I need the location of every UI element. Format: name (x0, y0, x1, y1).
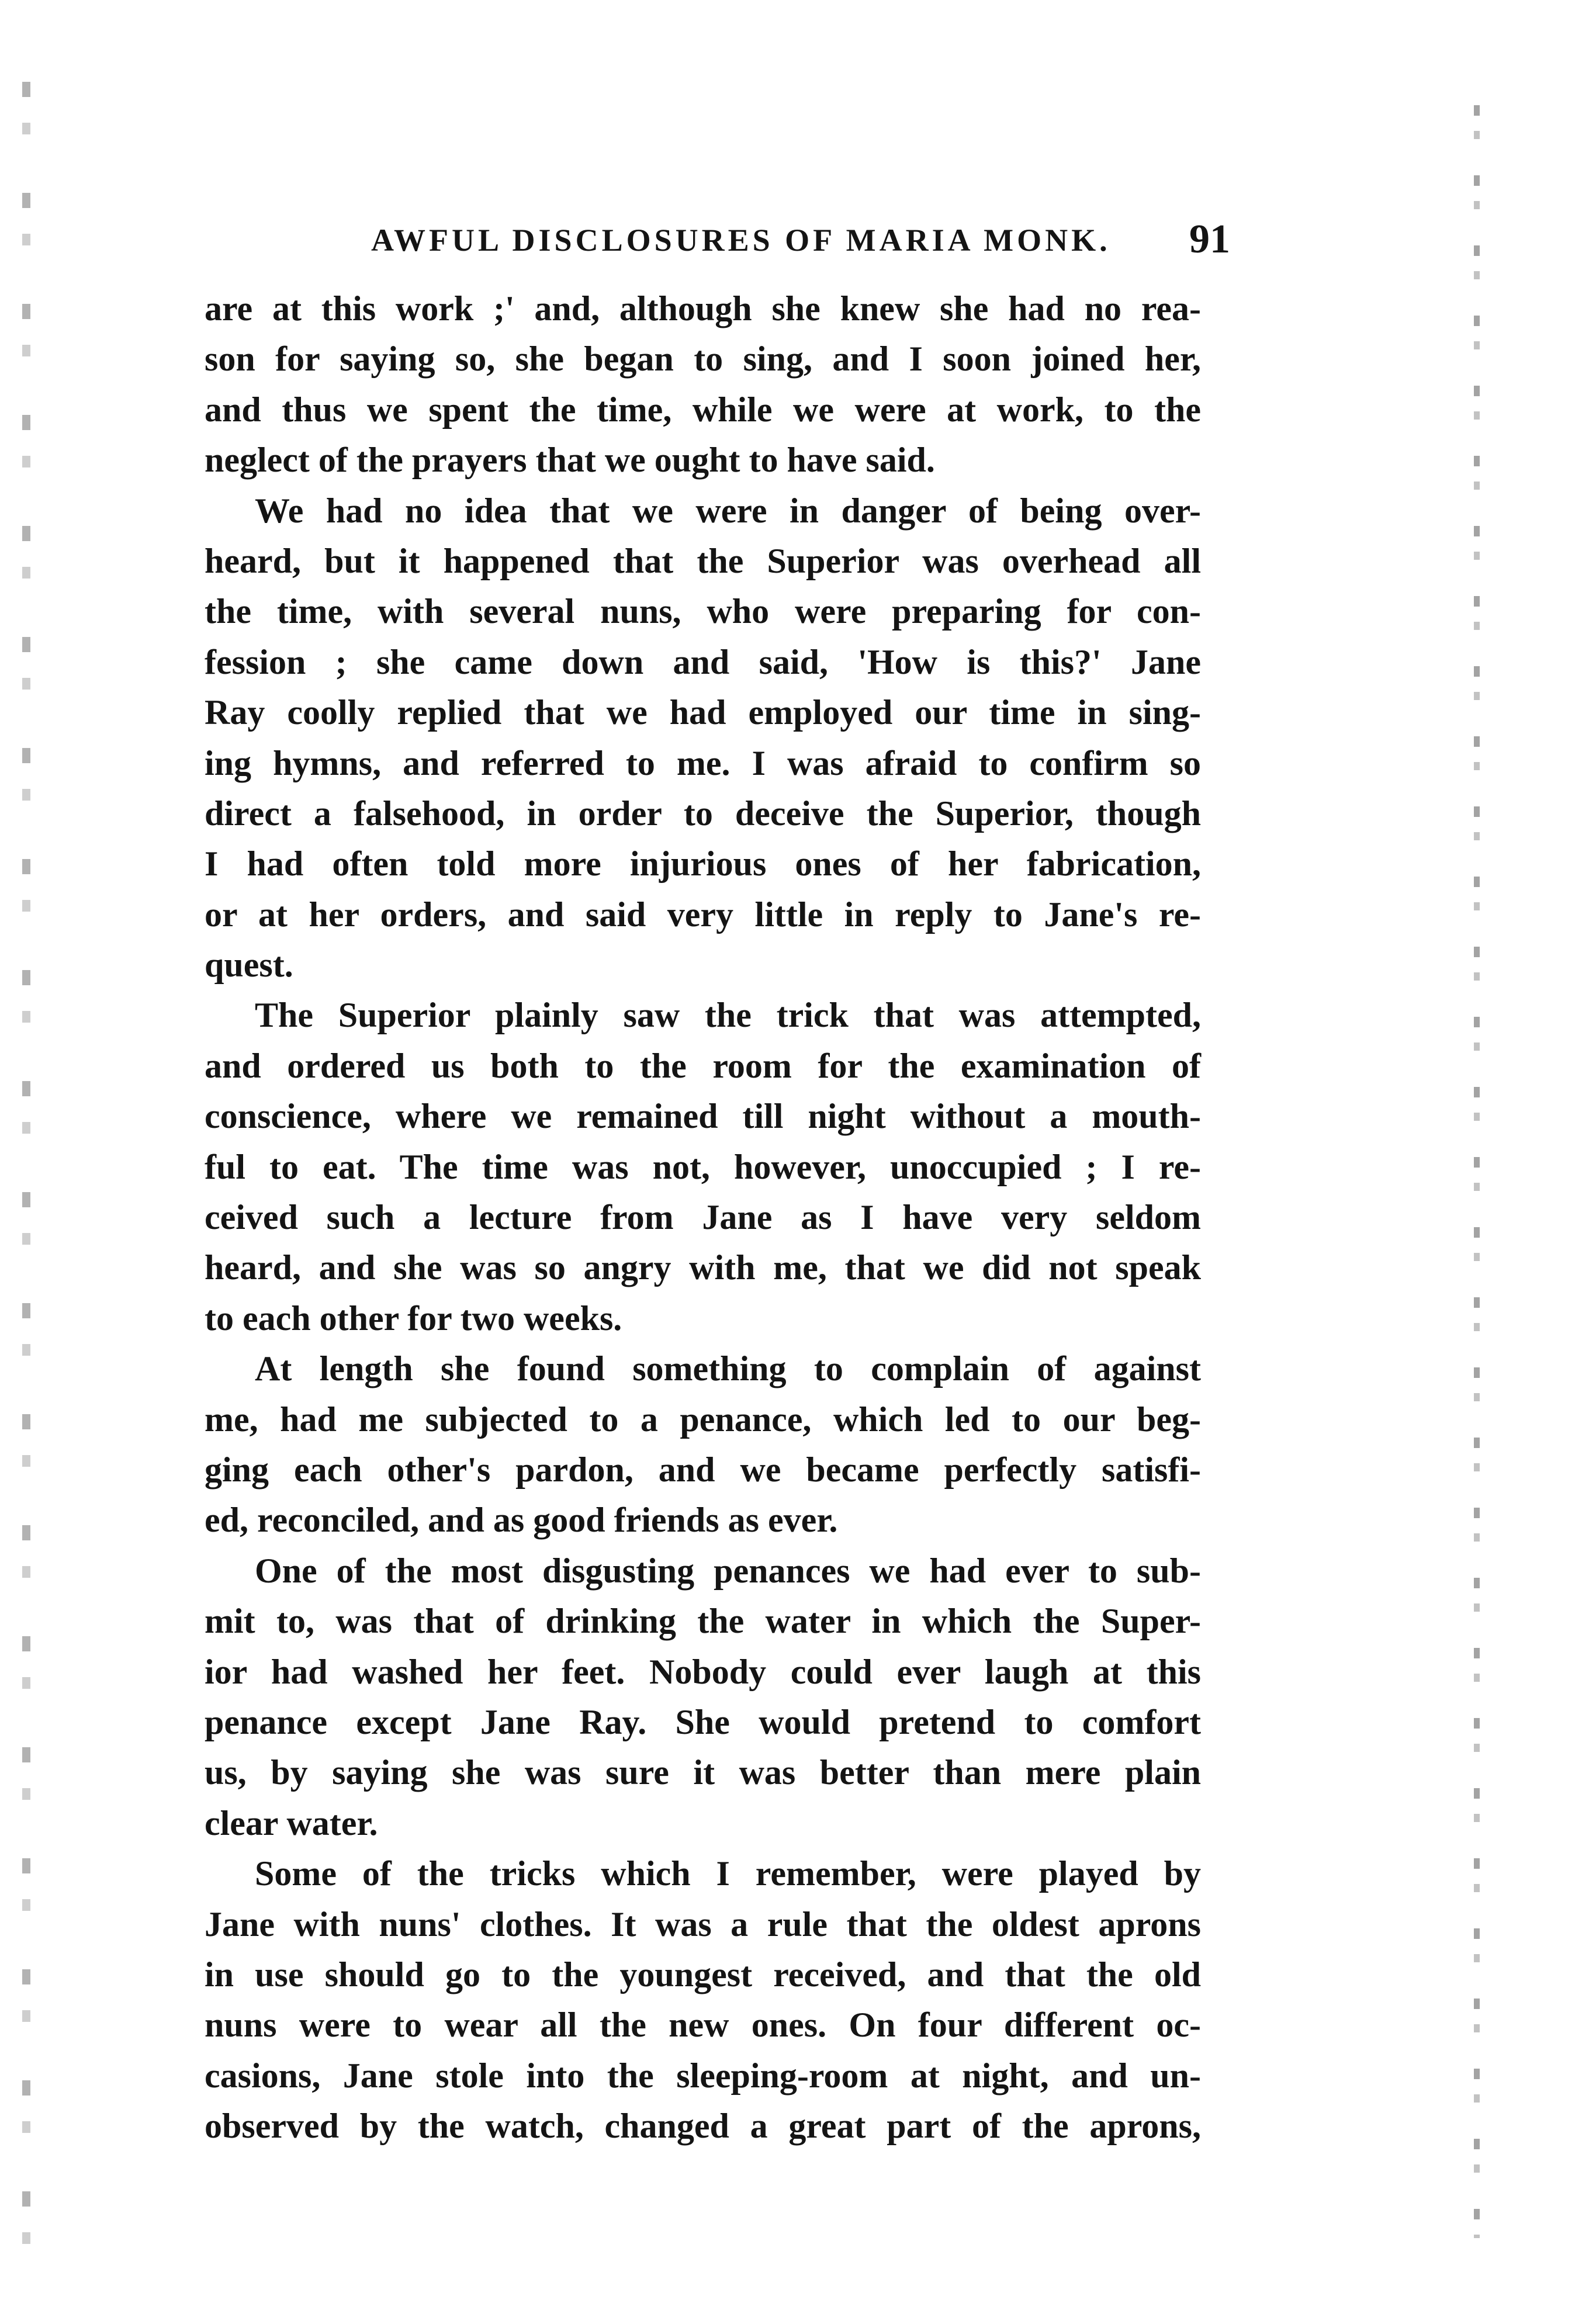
text-line: in use should go to the youngest received, and that the old (205, 1955, 1201, 1994)
text-line: observed by the watch, changed a great part of the aprons, (205, 2107, 1201, 2146)
text-line: ging each other's pardon, and we became perfectly satisfi- (205, 1450, 1201, 1489)
scan-edge-left (22, 82, 30, 2244)
text-line: mit to, was that of drinking the water in which the Super- (205, 1602, 1201, 1641)
text-line: heard, but it happened that the Superior was overhead all (205, 541, 1201, 580)
page-number: 91 (1189, 217, 1230, 262)
text-line: ceived such a lecture from Jane as I have very seldom (205, 1198, 1201, 1237)
text-line: and thus we spent the time, while we were at work, to the (205, 390, 1201, 429)
page-header (205, 216, 1230, 269)
scan-edge-right (1474, 105, 1480, 2238)
text-line: conscience, where we remained till night without a mouth- (205, 1097, 1201, 1136)
text-line: me, had me subjected to a penance, which led to our beg- (205, 1400, 1201, 1439)
text-line: direct a falsehood, in order to deceive the Superior, though (205, 794, 1201, 833)
text-line: Some of the tricks which I remember, were played by (255, 1854, 1201, 1893)
text-line: penance except Jane Ray. She would pretend to comfort (205, 1702, 1201, 1741)
text-line: fession ; she came down and said, 'How is this?' Jane (205, 642, 1201, 681)
text-line: ior had washed her feet. Nobody could ever laugh at this (205, 1652, 1201, 1691)
text-line: the time, with several nuns, who were preparing for con- (205, 592, 1201, 631)
text-line: nuns were to wear all the new ones. On four different oc- (205, 2006, 1201, 2045)
text-line: neglect of the prayers that we ought to have said. (205, 441, 935, 480)
text-line: casions, Jane stole into the sleeping-room at night, and un- (205, 2056, 1201, 2095)
text-line: us, by saying she was sure it was better than mere plain (205, 1753, 1201, 1792)
text-line: Jane with nuns' clothes. It was a rule that the oldest aprons (205, 1904, 1201, 1944)
text-line: son for saying so, she began to sing, and I soon joined her, (205, 340, 1201, 379)
text-line: ful to eat. The time was not, however, unoccupied ; I re- (205, 1147, 1201, 1186)
text-line: One of the most disgusting penances we had ever to sub- (255, 1551, 1201, 1590)
running-head: AWFUL DISCLOSURES OF MARIA MONK. (371, 223, 1111, 258)
body-text (205, 283, 1201, 2151)
text-line: I had often told more injurious ones of her fabrication, (205, 844, 1201, 884)
text-line: We had no idea that we were in danger of being over- (255, 491, 1201, 530)
text-line: heard, and she was so angry with me, that we did not speak (205, 1248, 1201, 1287)
text-line: Ray coolly replied that we had employed our time in sing- (205, 693, 1201, 732)
text-line: or at her orders, and said very little in reply to Jane's re- (205, 895, 1201, 934)
text-line: At length she found something to complain of against (255, 1349, 1201, 1388)
text-line: and ordered us both to the room for the examination of (205, 1046, 1201, 1085)
text-line: quest. (205, 945, 293, 985)
text-line: clear water. (205, 1803, 378, 1842)
text-line: ing hymns, and referred to me. I was afraid to confirm so (205, 743, 1201, 782)
text-line: ed, reconciled, and as good friends as ever. (205, 1501, 838, 1540)
text-line: The Superior plainly saw the trick that was attempted, (255, 996, 1201, 1035)
text-line: to each other for two weeks. (205, 1298, 622, 1338)
text-line: are at this work ;' and, although she knew she had no rea- (205, 289, 1201, 328)
